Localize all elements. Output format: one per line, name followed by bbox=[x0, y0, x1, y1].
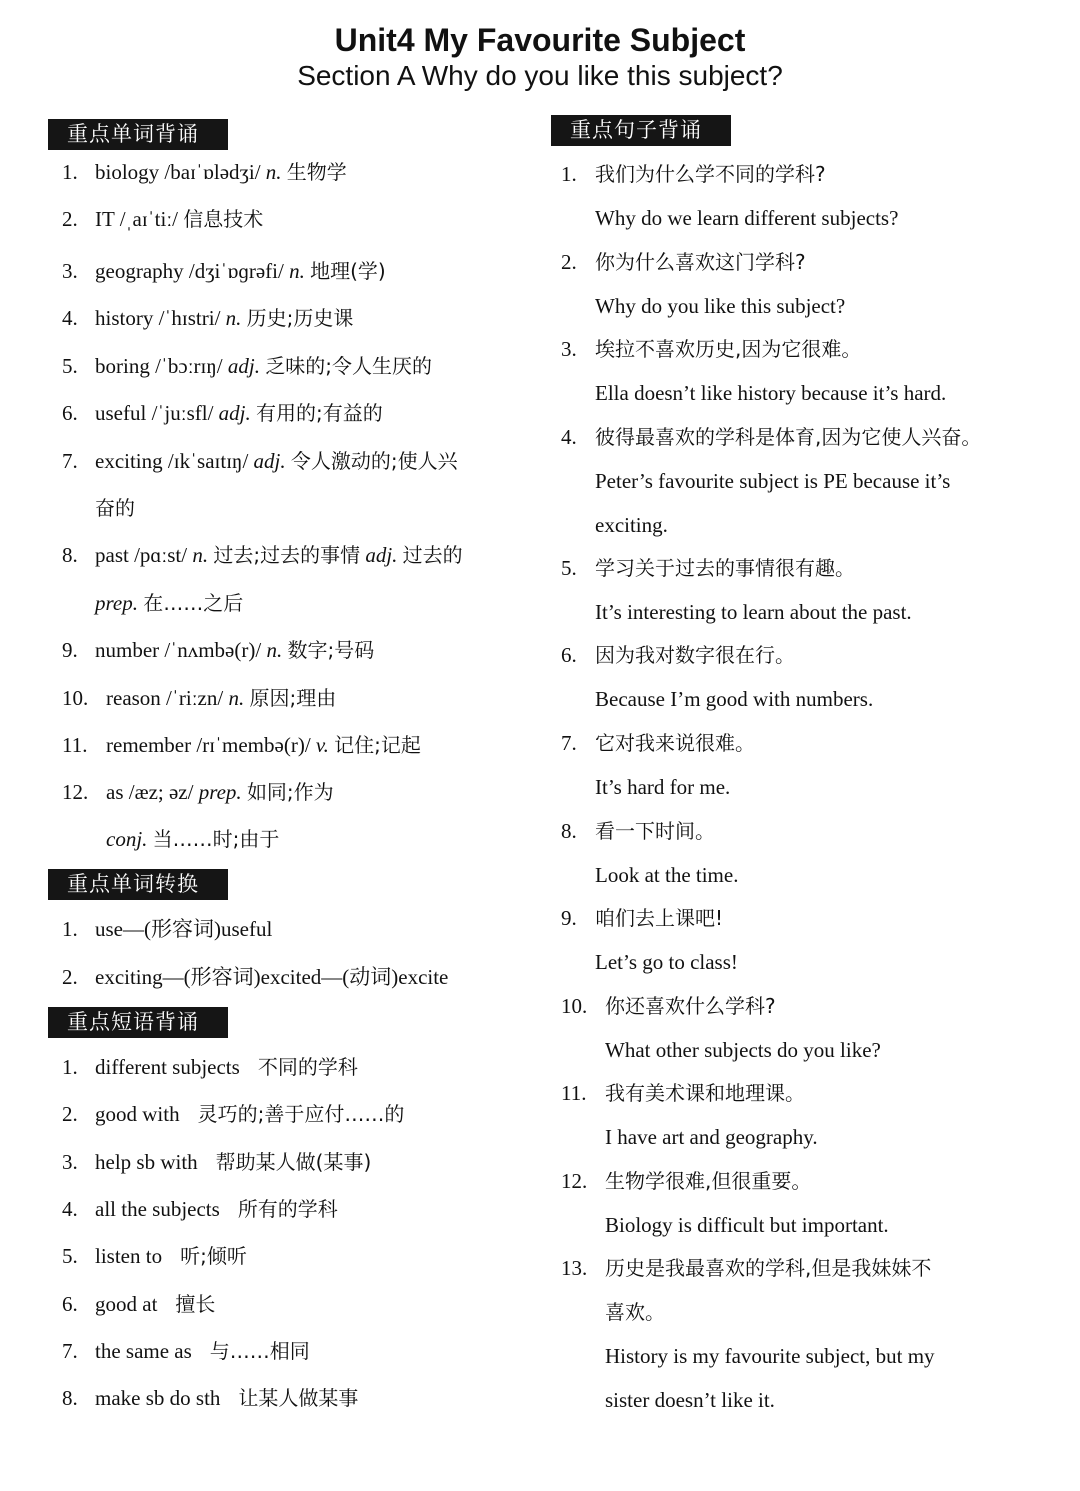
sentence-zh: 你还喜欢什么学科? bbox=[605, 994, 776, 1018]
sentence-en-text: Why do we learn different subjects? bbox=[595, 206, 899, 230]
sentence-item bbox=[561, 641, 795, 669]
page-subtitle: Section A Why do you like this subject? bbox=[297, 60, 783, 91]
sentence-en bbox=[595, 948, 738, 976]
vocab-meaning: 乏味的;令人生厌的 bbox=[265, 354, 432, 378]
sentence-en bbox=[595, 204, 898, 232]
sentence-en bbox=[595, 292, 845, 320]
item-number: 3. bbox=[561, 337, 577, 361]
phrase-item bbox=[62, 1148, 371, 1176]
item-number: 2. bbox=[62, 1102, 78, 1126]
vocab-word: boring /ˈbɔːrɪŋ/ bbox=[95, 354, 223, 378]
part-of-speech: adj. bbox=[218, 401, 251, 425]
sentence-zh: 因为我对数字很在行。 bbox=[595, 643, 795, 667]
vocab-word: history /ˈhɪstri/ bbox=[95, 306, 221, 330]
item-number: 5. bbox=[62, 1244, 78, 1268]
phrase-zh: 所有的学科 bbox=[237, 1197, 338, 1221]
phrase-item bbox=[62, 1242, 247, 1270]
item-number: 1. bbox=[62, 1055, 78, 1079]
phrase-zh: 与……相同 bbox=[209, 1339, 310, 1363]
item-number: 2. bbox=[62, 965, 78, 989]
vocab-meaning: 数字;号码 bbox=[287, 638, 375, 662]
sentence-item bbox=[561, 992, 776, 1020]
item-number: 9. bbox=[62, 638, 78, 662]
sentence-item bbox=[561, 904, 723, 932]
phrase-en: all the subjects bbox=[95, 1197, 220, 1221]
sentence-zh: 我们为什么学不同的学科? bbox=[595, 162, 826, 186]
sentence-en-text: Let’s go to class! bbox=[595, 950, 738, 974]
phrase-zh: 擅长 bbox=[175, 1292, 216, 1316]
convert-text: use—(形容词)useful bbox=[95, 917, 273, 941]
vocab-item-continued bbox=[106, 825, 279, 853]
vocab-meaning: 奋的 bbox=[95, 496, 135, 520]
vocab-item bbox=[62, 636, 374, 664]
sentence-en-text: Because I’m good with numbers. bbox=[595, 687, 874, 711]
vocab-item-continued bbox=[95, 589, 243, 617]
convert-item bbox=[62, 915, 272, 943]
vocab-word: number /ˈnʌmbə(r)/ bbox=[95, 638, 262, 662]
phrase-item bbox=[62, 1100, 404, 1128]
vocab-item bbox=[62, 684, 336, 712]
item-number: 4. bbox=[62, 1197, 78, 1221]
sentence-en-text: Peter’s favourite subject is PE because it’s bbox=[595, 469, 951, 493]
sentence-zh: 埃拉不喜欢历史,因为它很难。 bbox=[595, 337, 862, 361]
sentence-en-text: Why do you like this subject? bbox=[595, 294, 846, 318]
sentence-en bbox=[595, 685, 873, 713]
vocab-item bbox=[62, 304, 353, 332]
item-number: 1. bbox=[62, 917, 78, 941]
sentence-en bbox=[595, 379, 946, 407]
sentence-en-text: Look at the time. bbox=[595, 863, 739, 887]
convert-text: exciting—(形容词)excited—(动词)excite bbox=[95, 965, 449, 989]
sentence-en bbox=[605, 1036, 881, 1064]
part-of-speech: prep. bbox=[198, 780, 242, 804]
phrase-item bbox=[62, 1290, 215, 1318]
vocab-meaning: 历史;历史课 bbox=[246, 306, 354, 330]
item-number: 7. bbox=[561, 731, 577, 755]
phrase-zh: 不同的学科 bbox=[257, 1055, 358, 1079]
item-number: 7. bbox=[62, 449, 78, 473]
sentence-en-text: It’s hard for me. bbox=[595, 775, 731, 799]
sentence-item bbox=[561, 554, 855, 582]
sentence-item bbox=[561, 1167, 811, 1195]
vocab-word: IT /ˌaɪˈtiː/ bbox=[95, 207, 179, 231]
vocab-meaning: 地理(学) bbox=[310, 259, 386, 283]
phrase-en: good at bbox=[95, 1292, 158, 1316]
sentence-en-text: sister doesn’t like it. bbox=[605, 1388, 775, 1412]
item-number: 8. bbox=[62, 543, 78, 567]
phrase-en: listen to bbox=[95, 1244, 163, 1268]
item-number: 2. bbox=[561, 250, 577, 274]
phrase-zh: 帮助某人做(某事) bbox=[215, 1150, 372, 1174]
sentence-zh: 生物学很难,但很重要。 bbox=[605, 1169, 812, 1193]
sentence-zh: 学习关于过去的事情很有趣。 bbox=[595, 556, 855, 580]
sentence-zh: 喜欢。 bbox=[605, 1300, 665, 1324]
item-number: 12. bbox=[561, 1169, 588, 1193]
item-number: 6. bbox=[561, 643, 577, 667]
sentence-en bbox=[595, 598, 912, 626]
sentence-en bbox=[595, 511, 668, 539]
sentence-en-text: History is my favourite subject, but my bbox=[605, 1344, 935, 1368]
phrase-zh: 让某人做某事 bbox=[238, 1386, 359, 1410]
vocab-word: remember /rɪˈmembə(r)/ bbox=[106, 733, 311, 757]
item-number: 7. bbox=[62, 1339, 78, 1363]
phrase-en: make sb do sth bbox=[95, 1386, 221, 1410]
vocab-word: past /pɑːst/ bbox=[95, 543, 188, 567]
phrase-item bbox=[62, 1337, 310, 1365]
sentence-zh: 历史是我最喜欢的学科,但是我妹妹不 bbox=[605, 1256, 932, 1280]
item-number: 10. bbox=[561, 994, 588, 1018]
sentence-en-text: Ella doesn’t like history because it’s hard. bbox=[595, 381, 947, 405]
part-of-speech: adj. bbox=[253, 449, 286, 473]
sentence-item bbox=[561, 817, 715, 845]
item-number: 4. bbox=[62, 306, 78, 330]
part-of-speech: v. bbox=[315, 733, 329, 757]
item-number: 13. bbox=[561, 1256, 588, 1280]
vocab-item bbox=[62, 731, 421, 759]
item-number: 5. bbox=[62, 354, 78, 378]
vocab-meaning: 生物学 bbox=[286, 160, 347, 184]
vocab-meaning: 如同;作为 bbox=[246, 780, 334, 804]
vocab-item bbox=[62, 257, 386, 285]
item-number: 11. bbox=[62, 733, 88, 757]
vocab-meaning: 有用的;有益的 bbox=[256, 401, 383, 425]
vocab-meaning: 记住;记起 bbox=[334, 733, 421, 757]
phrase-item bbox=[62, 1053, 358, 1081]
vocab-item bbox=[62, 447, 458, 475]
part-of-speech: adj. bbox=[227, 354, 260, 378]
vocab-meaning: 过去的 bbox=[402, 543, 463, 567]
sentence-en-text: What other subjects do you like? bbox=[605, 1038, 881, 1062]
item-number: 6. bbox=[62, 401, 78, 425]
sentence-en bbox=[605, 1342, 935, 1370]
vocab-item bbox=[62, 205, 263, 233]
item-number: 8. bbox=[561, 819, 577, 843]
phrase-header: 重点短语背诵 bbox=[48, 1007, 228, 1038]
part-of-speech: n. bbox=[225, 306, 242, 330]
part-of-speech: adj. bbox=[365, 543, 398, 567]
page-title: Unit4 My Favourite Subject bbox=[334, 22, 746, 58]
vocab-meaning: 过去;过去的事情 bbox=[213, 543, 361, 567]
sentence-zh: 你为什么喜欢这门学科? bbox=[595, 250, 806, 274]
vocab-item bbox=[62, 399, 383, 427]
item-number: 12. bbox=[62, 780, 89, 804]
sentence-item bbox=[561, 160, 826, 188]
item-number: 8. bbox=[62, 1386, 78, 1410]
part-of-speech: prep. bbox=[95, 591, 138, 615]
sentence-en-text: I have art and geography. bbox=[605, 1125, 818, 1149]
sentence-zh-continued bbox=[605, 1298, 665, 1326]
vocab-word: useful /ˈjuːsfl/ bbox=[95, 401, 214, 425]
sentence-zh: 看一下时间。 bbox=[595, 819, 715, 843]
sentence-zh: 我有美术课和地理课。 bbox=[605, 1081, 805, 1105]
part-of-speech: n. bbox=[228, 686, 245, 710]
vocab-meaning: 信息技术 bbox=[183, 207, 264, 231]
vocab-word: biology /baɪˈɒlədʒi/ bbox=[95, 160, 261, 184]
sentence-en bbox=[595, 861, 738, 889]
item-number: 11. bbox=[561, 1081, 587, 1105]
vocab-meaning: 原因;理由 bbox=[249, 686, 337, 710]
vocab-item bbox=[62, 541, 463, 569]
vocab-item bbox=[62, 778, 334, 806]
vocab-item bbox=[62, 352, 432, 380]
vocab-word: geography /dʒiˈɒɡrəfi/ bbox=[95, 259, 284, 283]
vocab-header: 重点单词背诵 bbox=[48, 119, 228, 150]
sentence-en-text: exciting. bbox=[595, 513, 668, 537]
phrase-zh: 灵巧的;善于应付……的 bbox=[197, 1102, 405, 1126]
vocab-item-continued bbox=[95, 494, 135, 522]
item-number: 10. bbox=[62, 686, 89, 710]
part-of-speech: conj. bbox=[106, 827, 148, 851]
sentence-en-text: It’s interesting to learn about the past. bbox=[595, 600, 912, 624]
part-of-speech: n. bbox=[192, 543, 209, 567]
vocab-meaning: 当……时;由于 bbox=[152, 827, 280, 851]
phrase-en: help sb with bbox=[95, 1150, 198, 1174]
item-number: 5. bbox=[561, 556, 577, 580]
phrase-en: different subjects bbox=[95, 1055, 240, 1079]
item-number: 3. bbox=[62, 1150, 78, 1174]
item-number: 4. bbox=[561, 425, 577, 449]
sentence-en bbox=[605, 1123, 818, 1151]
vocab-item bbox=[62, 158, 347, 186]
sentence-item bbox=[561, 1079, 805, 1107]
item-number: 1. bbox=[561, 162, 577, 186]
part-of-speech: n. bbox=[289, 259, 305, 283]
vocab-word: as /æz; əz/ bbox=[106, 780, 194, 804]
sentence-item bbox=[561, 423, 981, 451]
convert-header: 重点单词转换 bbox=[48, 869, 228, 900]
sentence-item bbox=[561, 335, 861, 363]
part-of-speech: n. bbox=[265, 160, 282, 184]
item-number: 6. bbox=[62, 1292, 78, 1316]
item-number: 2. bbox=[62, 207, 78, 231]
vocab-word: exciting /ɪkˈsaɪtɪŋ/ bbox=[95, 449, 249, 473]
sentence-en bbox=[595, 467, 950, 495]
sentence-en bbox=[605, 1211, 889, 1239]
sentence-header: 重点句子背诵 bbox=[551, 115, 731, 146]
item-number: 3. bbox=[62, 259, 78, 283]
sentence-zh: 彼得最喜欢的学科是体育,因为它使人兴奋。 bbox=[595, 425, 982, 449]
item-number: 9. bbox=[561, 906, 577, 930]
phrase-item bbox=[62, 1195, 338, 1223]
convert-item bbox=[62, 963, 448, 991]
vocab-word: reason /ˈriːzn/ bbox=[106, 686, 224, 710]
phrase-item bbox=[62, 1384, 358, 1412]
phrase-en: good with bbox=[95, 1102, 180, 1126]
sentence-en bbox=[595, 773, 730, 801]
phrase-en: the same as bbox=[95, 1339, 192, 1363]
sentence-item bbox=[561, 248, 806, 276]
sentence-zh: 它对我来说很难。 bbox=[595, 731, 755, 755]
sentence-zh: 咱们去上课吧! bbox=[595, 906, 724, 930]
part-of-speech: n. bbox=[266, 638, 283, 662]
sentence-en bbox=[605, 1386, 775, 1414]
item-number: 1. bbox=[62, 160, 78, 184]
vocab-meaning: 在……之后 bbox=[143, 591, 244, 615]
phrase-zh: 听;倾听 bbox=[180, 1244, 247, 1268]
sentence-item bbox=[561, 729, 755, 757]
vocab-meaning: 令人激动的;使人兴 bbox=[290, 449, 458, 473]
sentence-en-text: Biology is difficult but important. bbox=[605, 1213, 889, 1237]
sentence-item bbox=[561, 1254, 931, 1282]
